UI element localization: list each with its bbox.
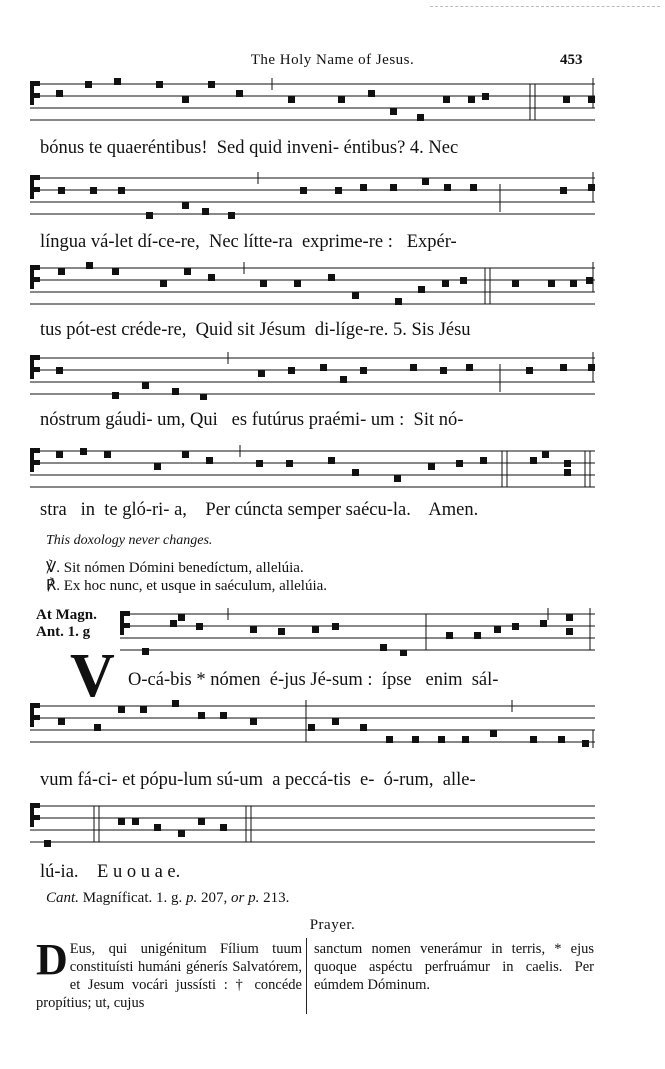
hymn-lyric-line-5: stra in te gló-ri- a, Per cúncta semper saécu-la. Amen. [40,500,479,520]
response: ℟. Ex hoc nunc, et usque in saéculum, allelúia. [46,578,328,594]
chant-staff-4 [30,352,595,400]
chant-staff-1 [30,78,595,126]
antiphon-staff-3 [30,800,595,848]
doxology-rubric: This doxology never changes. [46,533,213,548]
page-number: 453 [560,52,583,68]
column-divider [306,938,307,1014]
antiphon-initial: V [70,642,115,710]
chant-staff-5 [30,445,595,493]
canticle-prefix: Cant. [46,890,79,906]
antiphon-label-line-2: Ant. 1. g [36,624,91,640]
canticle-page-2: 213. [259,890,290,906]
antiphon-label-line-1: At Magn. [36,607,97,623]
antiphon-lyric-line-2: vum fá-ci- et pópu-lum sú-um a peccá-tis e- ó-rum, alle- [40,770,476,790]
versicle: ℣. Sit nómen Dómini benedíctum, allelúia. [46,560,304,576]
antiphon-label [36,607,97,641]
prayer-column-right: sanctum nomen venerámur in terris, * ejus quoque aspéctu perfruámur in caelis. Per eúmdem Dóminum. [314,941,594,993]
running-header-title: The Holy Name of Jesus. [250,52,415,68]
page-edge-mark [430,6,660,7]
hymn-lyric-line-2: língua vá-let dí-ce-re, Nec lítte-ra exprime-re : Expér- [40,232,457,252]
canticle-page-label-2: p. [244,890,260,906]
canticle-page-1: 207, [197,890,231,906]
prayer-title: Prayer. [309,917,356,933]
chant-staff-3 [30,262,595,310]
canticle-reference [46,890,289,907]
hymn-lyric-line-1: bónus te quaeréntibus! Sed quid inveni- éntibus? 4. Nec [40,138,459,158]
hymn-lyric-line-4: nóstrum gáudi- um, Qui es futúrus praémi- um : Sit nó- [40,410,464,430]
canticle-page-label-1: p. [186,890,198,906]
antiphon-staff-2 [30,700,595,748]
prayer-column-left [36,935,302,1012]
hymn-lyric-line-3: tus pót-est créde-re, Quid sit Jésum di-líge-re. 5. Sis Jésu [40,320,471,340]
antiphon-lyric-line-1: O-cá-bis * nómen é-jus Jé-sum : ípse enim sál- [128,670,499,690]
chant-staff-2 [30,172,595,220]
antiphon-staff-1 [120,608,595,656]
canticle-text: Magníficat. 1. g. [78,890,186,906]
canticle-or: or [231,890,245,906]
prayer-left-text: Eus, qui unigénitum Fílium tuum constituísti humáni génerís Salvatórem, et Jesum vocári jussísti : † concéde propítius; ut, cujus [36,941,302,1011]
prayer-dropcap: D [36,935,68,984]
antiphon-lyric-line-3: lú-ia. E u o u a e. [40,862,181,882]
